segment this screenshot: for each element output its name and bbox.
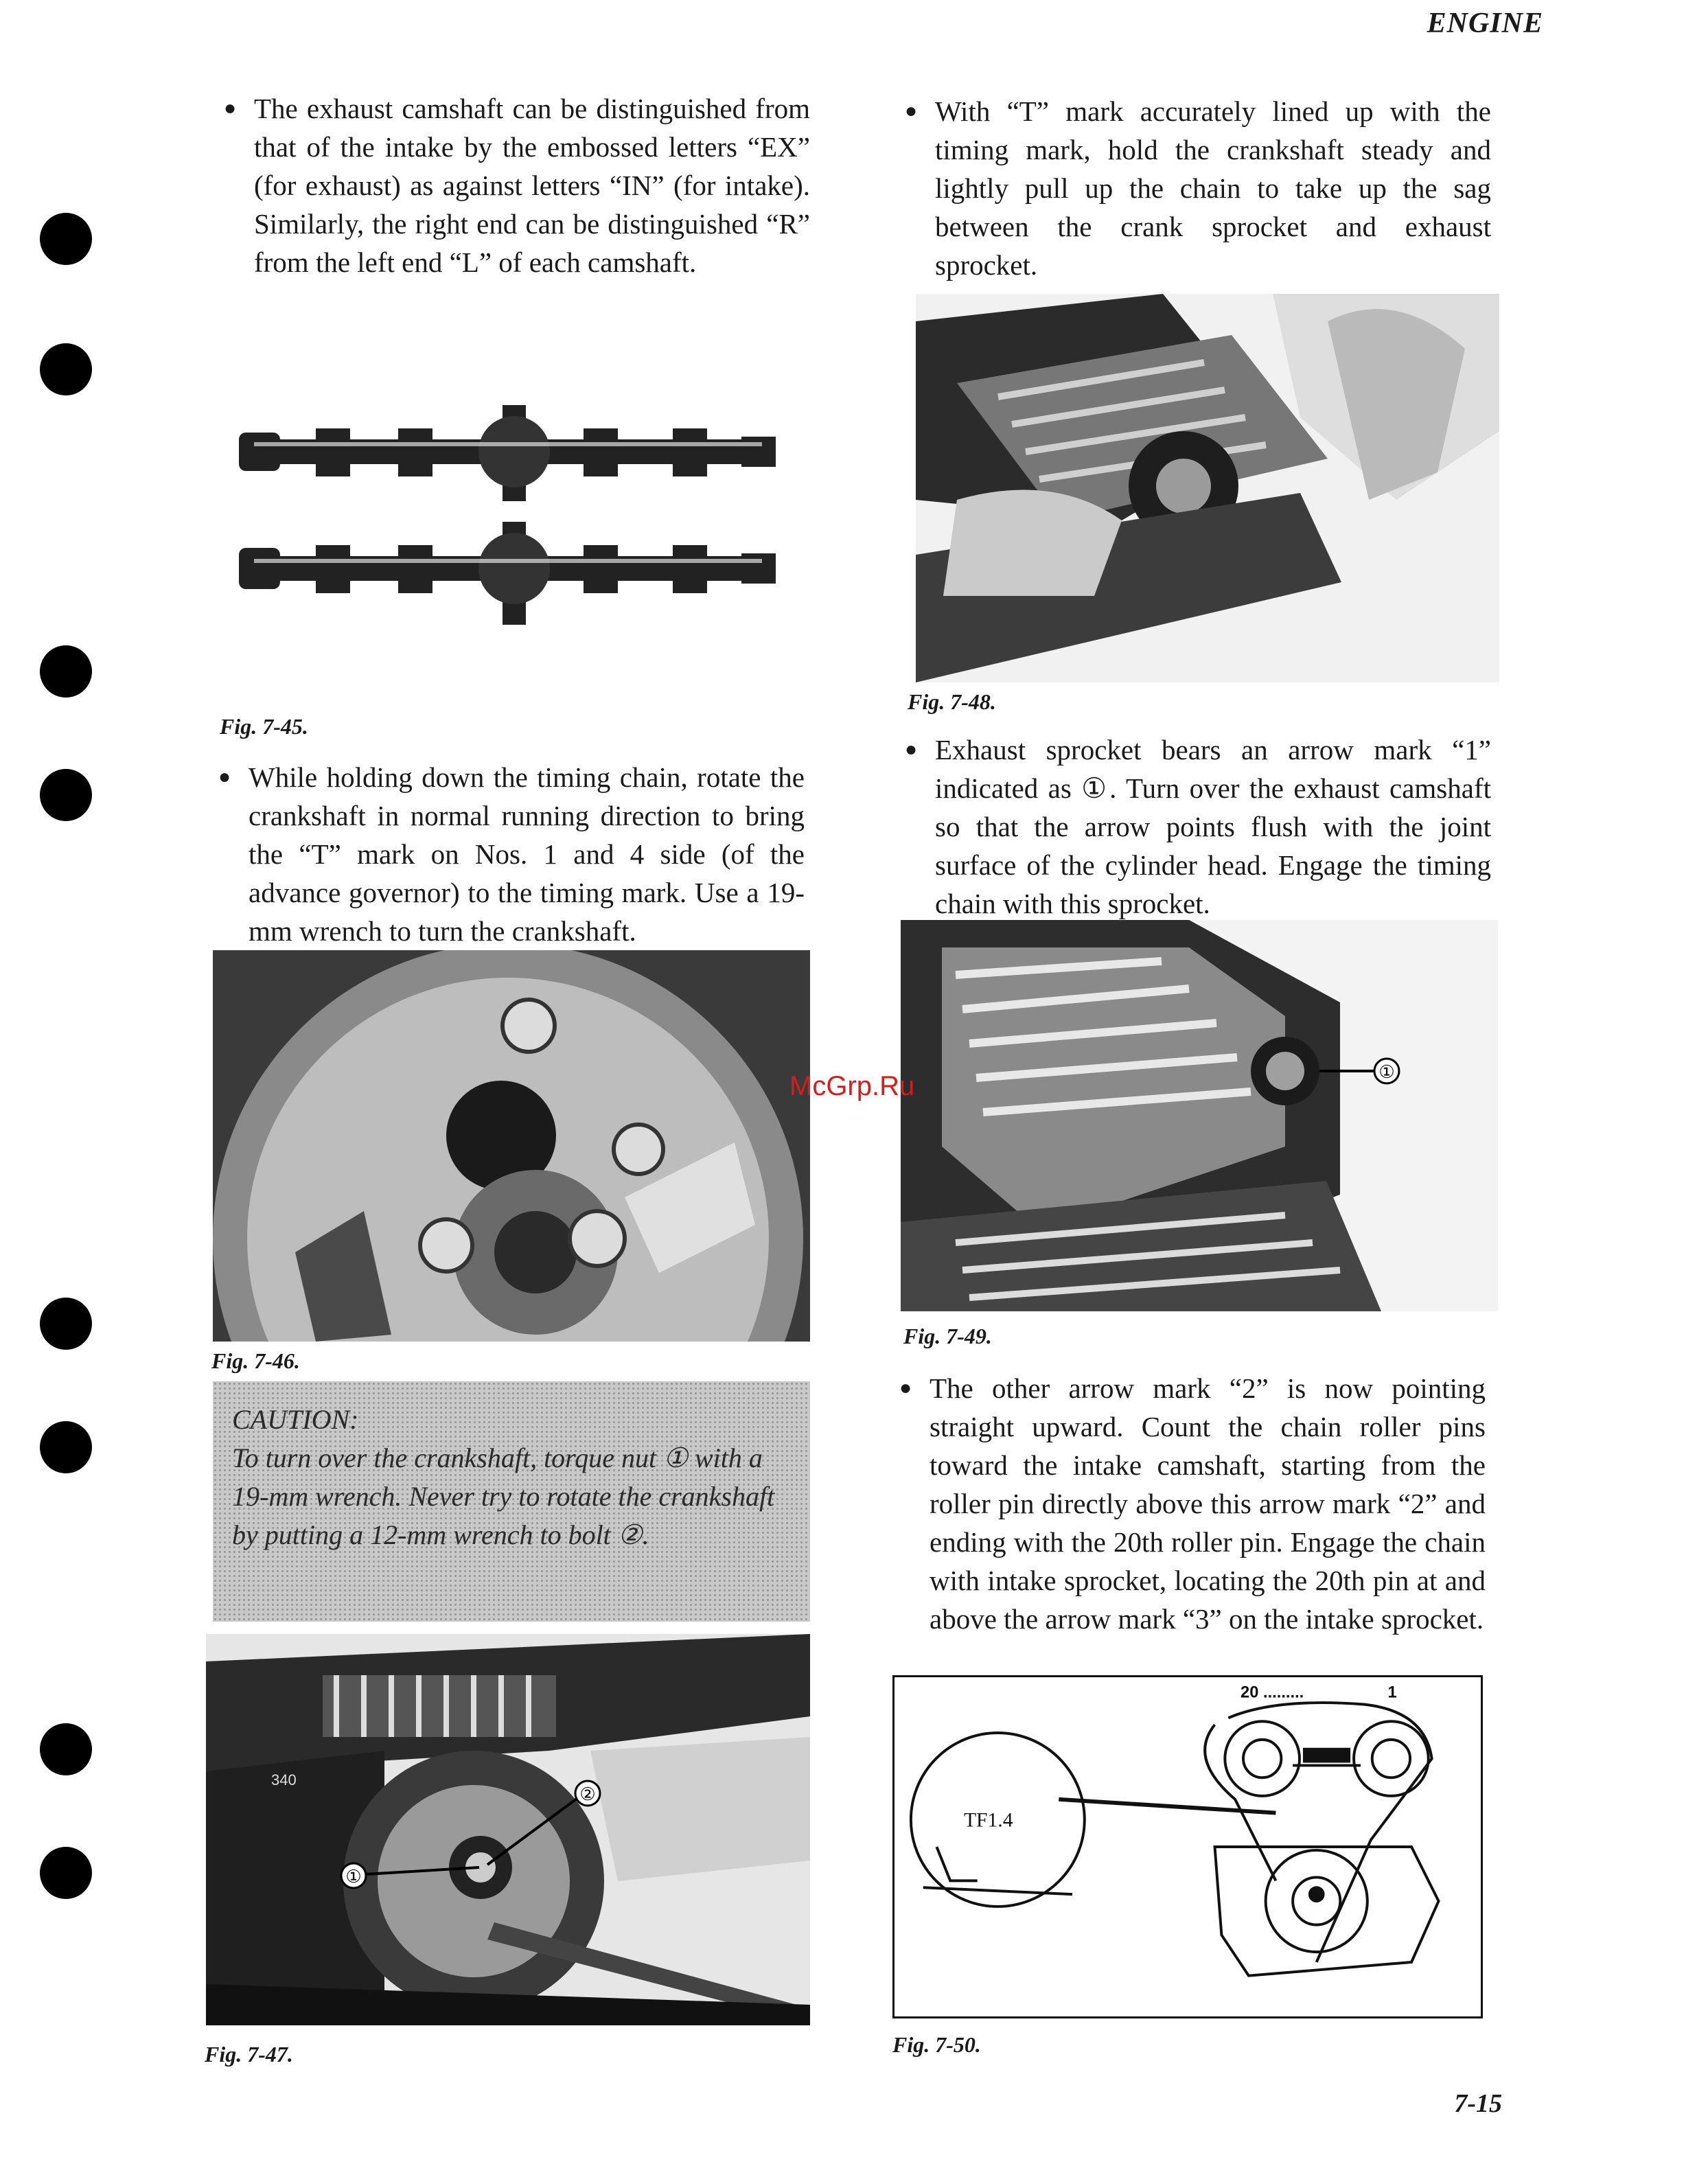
label-timing-mark: TF1.4 [963, 1809, 1013, 1832]
paragraph-camshaft-identify: ● The exhaust camshaft can be distinguished from that of the intake by the embossed letters “EX” (for exhaust) as against letters “IN” (for intake). Similarly, the right end can be distinguished “R” from the left end “L” of each camshaft. [254, 89, 810, 281]
figure-exhaust-sprocket-photo [901, 920, 1498, 1311]
binder-hole [40, 645, 92, 698]
callout-1: ① [1378, 1062, 1395, 1082]
callout-2: ② [579, 1784, 596, 1804]
figure-caption-7-48: Fig. 7-48. [908, 689, 996, 714]
binder-hole [40, 213, 92, 265]
figure-caption-7-47: Fig. 7-47. [205, 2042, 293, 2067]
caution-title: CAUTION: [232, 1404, 359, 1435]
callout-1: ① [345, 1867, 362, 1887]
page-number: 7-15 [1454, 2089, 1502, 2118]
engine-stamp: 340 [271, 1771, 297, 1788]
figure-timing-chain-diagram [892, 1675, 1483, 2018]
binder-hole [40, 1847, 92, 1899]
figure-caption-7-45: Fig. 7-45. [220, 714, 308, 739]
binder-hole [40, 1421, 92, 1473]
paragraph-rotate-crankshaft: ● While holding down the timing chain, rotate the crankshaft in normal running direction to bring the “T” mark on Nos. 1 and 4 side (of the advance governor) to the timing mark. Use a 19-mm wrench to turn the crankshaft. [249, 758, 805, 950]
paragraph-exhaust-sprocket: ● Exhaust sprocket bears an arrow mark “1” indicated as ①. Turn over the exhaust camshaft so that the arrow points flush with the joint surface of the cylinder head. Engage the timing chain with this sprocket. [935, 730, 1491, 923]
paragraph-align-t-mark: ● With “T” mark accurately lined up with the timing mark, hold the crankshaft steady and lightly pull up the chain to take up the sag between the crank sprocket and exhaust sprocket. [935, 92, 1491, 284]
bullet-icon: ● [905, 100, 918, 122]
binder-hole [40, 769, 92, 821]
figure-caption-7-50: Fig. 7-50. [892, 2032, 981, 2057]
figure-caption-7-49: Fig. 7-49. [903, 1324, 992, 1348]
bullet-icon: ● [224, 97, 237, 119]
binder-hole [40, 1298, 92, 1350]
figure-caption-7-46: Fig. 7-46. [211, 1348, 300, 1373]
figure-chain-pull-photo [916, 294, 1499, 682]
section-header: ENGINE [1427, 8, 1543, 39]
caution-text: To turn over the crankshaft, torque nut ① with a 19-mm wrench. Never try to rotate the crankshaft by putting a 12-mm wrench to bolt ②. [232, 1442, 775, 1550]
figure-camshafts [233, 398, 789, 659]
binder-hole [40, 343, 92, 395]
figure-advance-governor-photo [213, 950, 810, 1342]
figure-crankshaft-nut-photo [206, 1634, 810, 2025]
paragraph-intake-sprocket: ● The other arrow mark “2” is now pointing straight upward. Count the chain roller pins toward the intake camshaft, starting from the roller pin directly above this arrow mark “2” and ending with the 20th roller pin. Engage the chain with intake sprocket, locating the 20th pin at and above the arrow mark “3” on the intake sprocket. [930, 1369, 1486, 1638]
watermark-text: McGrp.Ru [789, 1071, 915, 1101]
label-pin-20: 20 ......... [1240, 1683, 1304, 1702]
bullet-icon: ● [905, 738, 918, 761]
label-pin-1: 1 [1387, 1683, 1397, 1702]
binder-hole [40, 1723, 92, 1775]
caution-box [213, 1381, 810, 1622]
bullet-icon: ● [218, 766, 231, 788]
bullet-icon: ● [899, 1377, 912, 1399]
